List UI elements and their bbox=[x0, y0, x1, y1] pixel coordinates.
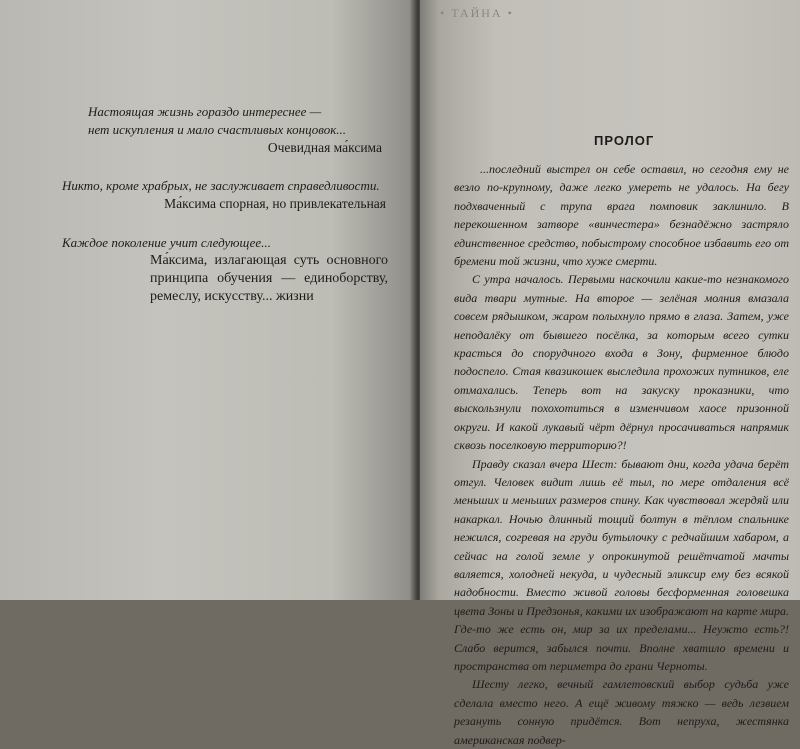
paragraph: Правду сказал вчера Шест: бывают дни, когда удача берёт отгул. Человек видит лишь её тыл, по мере отдаления всё меньших и меньших размеров спину. Как чувствовал жердяй или накаркал. Ночью длинный тощий болтун в тёплом спальнике нежился, согревая на груди бутылочку с редчайшим хабаром, а сейчас на голой земле у опрокинутой решётчатой мачты валяется, холодней некуда, и чудесный эликсир ему без всякой надобности. Вместо живой головы бесформенная головешка цвета Зоны и Предзонья, какими их изображают на карте мира. Где-то же есть он, мир за их пределами... Неужто есть?! Слабо верится, забылся почти. Вполне хватило времени и пространства от периметра до грани Черноты. bbox=[454, 456, 789, 673]
epigraph-line: Никто, кроме храбрых, не заслуживает справедливости. bbox=[62, 178, 380, 193]
left-page bbox=[0, 0, 414, 600]
paragraph: ...последний выстрел он себе оставил, но сегодня ему не везло по-крупному, даже легко умереть не удалось. На бегу подхваченный с трупа врага помповик заклинило. В перекошенном затворе «винчестера» безнадёжно застряло единственное средство, побыстрому способное избавить его от бремени той жизни, что хуже смерти. bbox=[454, 162, 789, 269]
running-header: • ТАЙНА • bbox=[440, 6, 514, 20]
paragraph: Шесту легко, вечный гамлетовский выбор судьба уже сделала вместо него. А ещё живому тяжко — ведь лезвием резануть сонную придётся. Вот непруха, жестянка американская подвер- bbox=[454, 677, 789, 747]
epigraph-line: Каждое поколение учит следующее... bbox=[62, 235, 271, 250]
epigraph-line: Настоящая жизнь гораздо интереснее — bbox=[88, 104, 322, 119]
chapter-body bbox=[454, 160, 789, 749]
chapter-title: ПРОЛОГ bbox=[594, 133, 655, 148]
epigraph bbox=[88, 103, 388, 157]
epigraph-source: Ма́ксима, излагающая суть основного принципа обучения — единоборству, ремеслу, искусству... жизни bbox=[150, 253, 388, 304]
epigraph-line: нет искупления и мало счастливых концовок... bbox=[88, 122, 347, 137]
epigraph bbox=[62, 177, 392, 213]
epigraph bbox=[62, 234, 392, 306]
epigraph-source: Ма́ксима спорная, но привлекательная bbox=[164, 196, 386, 211]
paragraph: С утра началось. Первыми наскочили какие-то незнакомого вида твари мутные. На второе — зелёная молния вмазала совсем рядышком, жаром полыхнуло прямо в глаза. Затем, уже неподалёку от бывшего посёлка, за которым всего сутки красться до спорудчного входа в Зону, фирменное блюдо подоспело. Стая квазикошек выследила прохожих путников, еле отмахались. Теперь вот на закуску проказники, что выскользнули похохотиться в изменчивом хаосе призонной округи. И какой лукавый чёрт дёрнул просачиваться напрямик сквозь поселковую территорию?! bbox=[454, 272, 789, 453]
epigraph-source: Очевидная ма́ксима bbox=[267, 140, 382, 155]
